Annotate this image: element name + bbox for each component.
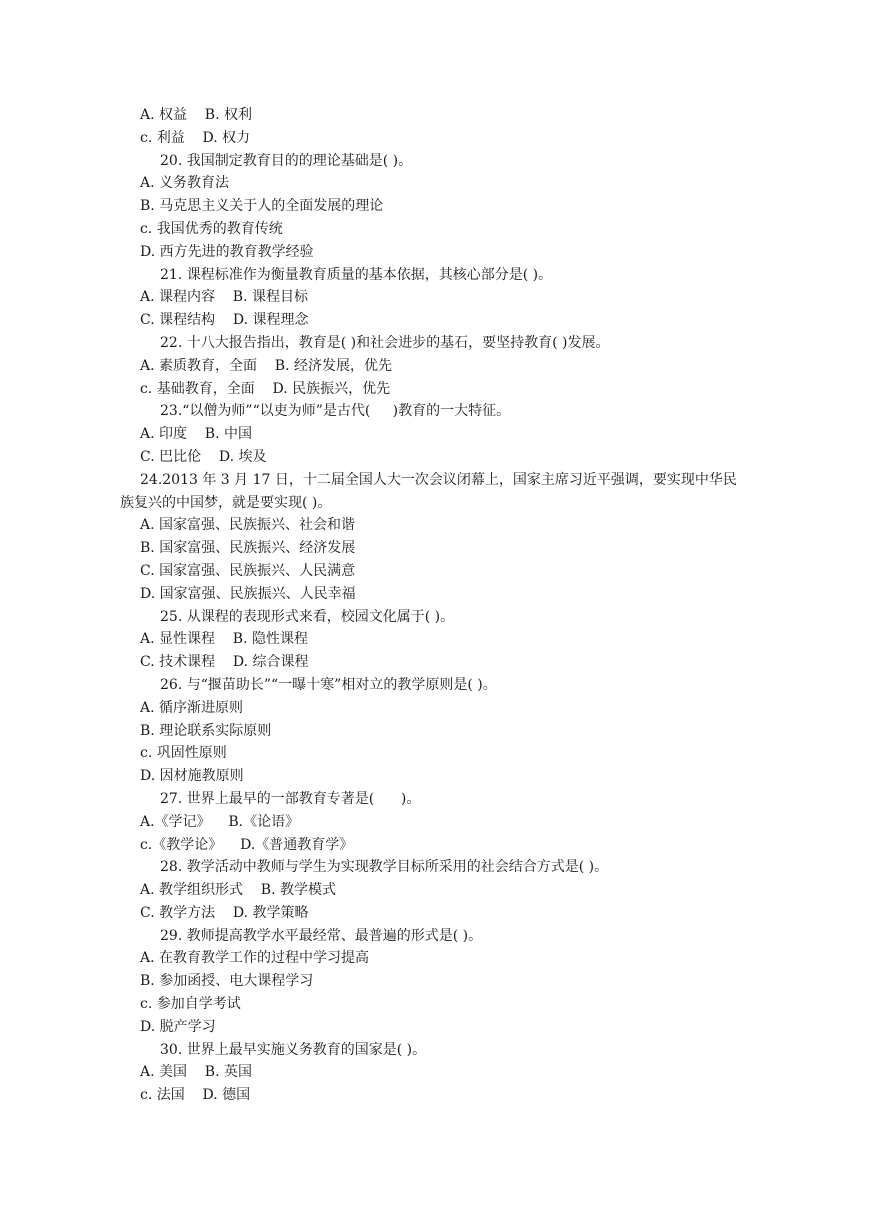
option-line: C. 国家富强、民族振兴、人民满意 — [140, 562, 356, 579]
option-line: A. 国家富强、民族振兴、社会和谐 — [140, 517, 356, 534]
option-line: B. 马克思主义关于人的全面发展的理论 — [140, 198, 384, 215]
option-line: D. 因材施教原则 — [140, 768, 244, 785]
question-22: 22. 十八大报告指出，教育是( )和社会进步的基石，要坚持教育( )发展。 — [160, 334, 610, 351]
option-line: A. 循序渐进原则 — [140, 699, 244, 716]
option-line: D. 西方先进的教育教学经验 — [140, 243, 314, 260]
option-line: C. 巴比伦 D. 埃及 — [140, 448, 267, 465]
option-line: D. 国家富强、民族振兴、人民幸福 — [140, 585, 356, 602]
question-26: 26. 与“揠苗助长”“一曝十寒”相对立的教学原则是( )。 — [160, 676, 497, 693]
option-line: A. 显性课程 B. 隐性课程 — [140, 631, 308, 648]
option-line: C. 教学方法 D. 教学策略 — [140, 904, 309, 921]
option-line: A. 美国 B. 英国 — [140, 1064, 252, 1081]
option-line: D. 脱产学习 — [140, 1018, 216, 1035]
option-line: c. 法国 D. 德国 — [140, 1087, 251, 1104]
option-line: c. 参加自学考试 — [140, 996, 241, 1013]
question-29: 29. 教师提高教学水平最经常、最普遍的形式是( )。 — [160, 927, 483, 944]
option-line: c. 基础教育，全面 D. 民族振兴，优先 — [140, 380, 391, 397]
option-line: B. 国家富强、民族振兴、经济发展 — [140, 540, 356, 557]
question-21: 21. 课程标准作为衡量教育质量的基本依据，其核心部分是( )。 — [160, 266, 553, 283]
question-25: 25. 从课程的表现形式来看，校园文化属于( )。 — [160, 608, 455, 625]
option-line: A.《学记》 B.《论语》 — [140, 813, 300, 830]
option-line: C. 技术课程 D. 综合课程 — [140, 654, 309, 671]
option-line: c.《教学论》 D.《普通教育学》 — [140, 836, 354, 853]
option-line: A. 在教育教学工作的过程中学习提高 — [140, 950, 370, 967]
question-20: 20. 我国制定教育目的的理论基础是( )。 — [160, 152, 413, 169]
question-28: 28. 教学活动中教师与学生为实现教学目标所采用的社会结合方式是( )。 — [160, 859, 609, 876]
option-line: A. 印度 B. 中国 — [140, 426, 252, 443]
option-line: A. 课程内容 B. 课程目标 — [140, 289, 308, 306]
option-line: A. 权益 B. 权利 — [140, 107, 252, 123]
option-line: A. 义务教育法 — [140, 175, 230, 192]
option-line: B. 理论联系实际原则 — [140, 722, 272, 739]
option-line: A. 教学组织形式 B. 教学模式 — [140, 882, 336, 899]
option-line: A. 素质教育，全面 B. 经济发展，优先 — [140, 357, 392, 374]
option-line: c. 我国优秀的教育传统 — [140, 220, 283, 237]
question-27: 27. 世界上最早的一部教育专著是( )。 — [160, 790, 421, 807]
question-23: 23.“以僧为师”“以吏为师”是古代( )教育的一大特征。 — [160, 403, 511, 420]
question-30: 30. 世界上最早实施义务教育的国家是( )。 — [160, 1041, 427, 1058]
option-line: B. 参加函授、电大课程学习 — [140, 973, 314, 990]
question-list — [120, 104, 740, 1107]
option-line: C. 课程结构 D. 课程理念 — [140, 312, 309, 329]
option-line: c. 利益 D. 权力 — [140, 129, 251, 146]
question-24: 24.2013 年 3 月 17 日，十二届全国人大一次会议闭幕上，国家主席习近平强调，要实现中华民族复兴的中国梦，就是要实现( )。 — [120, 471, 737, 511]
option-line: c. 巩固性原则 — [140, 745, 227, 762]
